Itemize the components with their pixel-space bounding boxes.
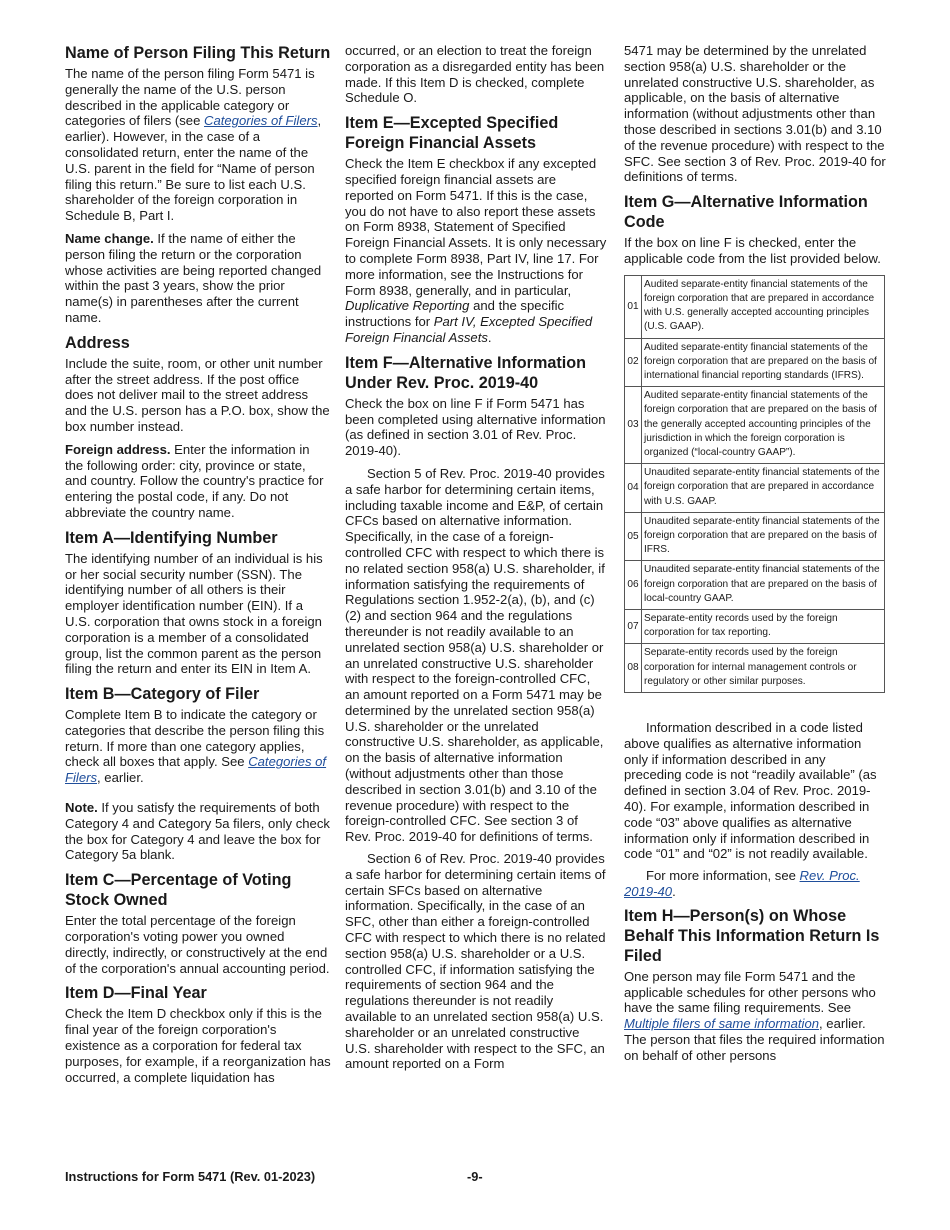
- code-row: [625, 512, 885, 561]
- paragraph-note: Note. If you satisfy the requirements of both Category 4 and Category 5a filers, only check the box for Category 4 and leave the box for Category 5a blank.: [65, 800, 330, 863]
- code-number: 02: [625, 338, 642, 387]
- paragraph-item-d-continued: occurred, or an election to treat the foreign corporation as a disregarded entity has been made. If this Item D is checked, complete Schedule O.: [345, 43, 605, 106]
- link-categories-of-filers-2[interactable]: Categories of Filers: [65, 754, 327, 786]
- heading-item-g: Item G—Alternative Information Code: [624, 193, 868, 232]
- paragraph-item-h: One person may file Form 5471 and the applicable schedules for other persons who have the same filing requirements. See Multiple filers of same information, earlier. The person that files the required information on behalf of other persons: [624, 968, 885, 1063]
- code-description: Separate-entity records used by the foreign corporation for tax reporting.: [642, 610, 885, 644]
- heading-item-e: Item E—Excepted Specified Foreign Financial Assets: [345, 114, 559, 153]
- code-number: 08: [625, 644, 642, 693]
- paragraph-name-of-person: The name of the person filing Form 5471 is generally the name of the U.S. person described in the applicable category or categories of filers (see Categories of Filers, earlier). However, in the case of a consolidated return, enter the name of the U.S. parent in the field for “Name of person filing this return.” Be sure to list each U.S. shareholder of the foreign corporation in Schedule B, Part I.: [65, 66, 322, 224]
- heading-item-b: Item B—Category of Filer: [65, 685, 260, 704]
- code-number: 05: [625, 512, 642, 561]
- paragraph-item-f-1: Check the box on line F if Form 5471 has been completed using alternative information (as defined in section 3.01 of Rev. Proc. 2019-40).: [345, 395, 606, 459]
- code-number: 01: [625, 275, 642, 338]
- paragraph-item-f-2: Section 5 of Rev. Proc. 2019-40 provides a safe harbor for determining certain items, including taxable income and E&P, of certain CFCs based on alternative information. Specifically, in the case of a foreign-controlled CFC with respect to which there is no related section 958(a) U.S. shareholder, if information satisfying the requirements of Regulations section 1.952-2(a), (b), and (c)(2) and section 964 and the regulations thereunder is not readily available to an unrelated section 958(a) U.S. shareholder or an unrelated constructive U.S. shareholder with respect to the foreign-controlled CFC, an amount reported on a Form 5471 may be determined by the unrelated section 958(a) U.S. shareholder or the unrelated constructive U.S. shareholder, as applicable, on the basis of alternative information (without adjustments other than those described in section 3.01(b) and 3.10 of the revenue procedure) with respect to the foreign-controlled CFC. See section 3 of Rev. Proc. 2019-40 for definitions of terms.: [345, 465, 605, 845]
- heading-address: Address: [65, 333, 130, 352]
- heading-item-d: Item D—Final Year: [65, 984, 207, 1003]
- code-row: [625, 464, 885, 513]
- paragraph-item-d: Check the Item D checkbox only if this is the final year of the foreign corporation's existence as a corporation for federal tax purposes, for example, if a reorganization has occurred, a complete liquidation has: [65, 1006, 331, 1085]
- column-middle: [345, 43, 607, 1078]
- paragraph-item-a: The identifying number of an individual is his or her social security number (SSN). The identifying number of all others is their employer identification number (EIN). If a U.S. corporation that owns stock in a foreign corporation is a member of a consolidated group, list the common parent as the person filing the return and enter its EIN in Item A.: [65, 550, 323, 677]
- code-row: [625, 561, 885, 610]
- code-description: Audited separate-entity financial statements of the foreign corporation that are prepared on the basis of international financial reporting standards (IFRS).: [642, 338, 885, 387]
- paragraph-foreign-address: Foreign address. Enter the information in the following order: city, province or state, and country. Follow the country's practice for entering the postal code, if any. Do not abbreviate the country name.: [65, 441, 324, 520]
- code-description: Unaudited separate-entity financial statements of the foreign corporation that are prepared in accordance with U.S. GAAP.: [642, 464, 885, 513]
- page-number: -9-: [467, 1169, 483, 1184]
- paragraph-address: Include the suite, room, or other unit number after the street address. If the post office does not deliver mail to the street address and the U.S. person has a P.O. box, show the box number instead.: [65, 355, 330, 434]
- paragraph-item-b: Complete Item B to indicate the category or categories that describe the person filing this return. If more than one category applies, check all boxes that apply. See Categories of Filers, earlier.: [65, 707, 327, 786]
- heading-item-c: Item C—Percentage of Voting Stock Owned: [65, 871, 292, 910]
- footer-form-title: Instructions for Form 5471 (Rev. 01-2023): [65, 1169, 316, 1184]
- paragraph-item-f-continued: 5471 may be determined by the unrelated section 958(a) U.S. shareholder or the unrelated constructive U.S. shareholder, as applicable, on the basis of alternative information (without adjustments other than those described in sections 3.01(b) and 3.10 of the revenue procedure) with respect to the SFC. See section 3 of Rev. Proc. 2019-40 for definitions of terms.: [624, 43, 886, 185]
- code-description: Audited separate-entity financial statements of the foreign corporation that are prepared in accordance with U.S. generally accepted accounting principles (U.S. GAAP).: [642, 275, 885, 338]
- code-number: 07: [625, 610, 642, 644]
- heading-name-of-person: Name of Person Filing This Return: [65, 44, 331, 62]
- code-number: 03: [625, 387, 642, 464]
- column-left: [65, 43, 331, 1092]
- code-row: [625, 338, 885, 387]
- code-description: Separate-entity records used by the foreign corporation for internal management controls or regulatory or other similar purposes.: [642, 644, 885, 693]
- code-number: 06: [625, 561, 642, 610]
- code-description: Audited separate-entity financial statements of the foreign corporation that are prepared on the basis of the generally accepted accounting principles of the jurisdiction in which the foreign corporation is organized (“local-country GAAP”).: [642, 387, 885, 464]
- paragraph-item-c: Enter the total percentage of the foreign corporation's voting power you owned directly, indirectly, or constructively at the end of the corporation's annual accounting period.: [65, 913, 330, 976]
- heading-item-f: Item F—Alternative Information Under Rev. Proc. 2019-40: [345, 353, 587, 392]
- paragraph-item-g: If the box on line F is checked, enter the applicable code from the list provided below.: [624, 235, 881, 266]
- link-rev-proc-2019-40[interactable]: Rev. Proc. 2019-40: [624, 868, 860, 900]
- code-row: [625, 387, 885, 464]
- heading-item-h: Item H—Person(s) on Whose Behalf This Information Return Is Filed: [624, 906, 880, 965]
- heading-item-a: Item A—Identifying Number: [65, 528, 278, 547]
- paragraph-item-e: Check the Item E checkbox if any excepted specified foreign financial assets are reported on Form 5471. If this is the case, you do not have to also report these assets on Form 8938, Statement of Specified Foreign Financial Assets. It is only necessary to complete Form 8938, Part IV, line 17. For more information, see the Instructions for Form 8938, generally, and in particular, Duplicative Reporting and the specific instructions for Part IV, Excepted Specified Foreign Financial Assets.: [345, 156, 607, 345]
- column-right: [624, 43, 886, 1071]
- paragraph-item-f-3: Section 6 of Rev. Proc. 2019-40 provides a safe harbor for determining certain items of certain SFCs based on alternative information. Specifically, in the case of an SFC, other than either a foreign-controlled CFC with respect to which there is no related section 958(a) U.S. shareholder or a U.S. controlled CFC, if information satisfying the requirements of section 964 and the regulations thereunder is not readily available to an unrelated section 958(a) U.S. shareholder or an unrelated constructive U.S. shareholder with respect to the SFC, an amount reported on a Form: [345, 851, 606, 1072]
- code-row: [625, 275, 885, 338]
- code-description: Unaudited separate-entity financial statements of the foreign corporation that are prepared on the basis of IFRS.: [642, 512, 885, 561]
- code-number: 04: [625, 464, 642, 513]
- code-description: Unaudited separate-entity financial statements of the foreign corporation that are prepared on the basis of local-country GAAP.: [642, 561, 885, 610]
- alternative-information-code-table: [624, 275, 885, 693]
- paragraph-name-change: Name change. If the name of either the person filing the return or the corporation whose activities are being reported changed within the past 3 years, show the prior name(s) in parentheses after the current name.: [65, 230, 322, 325]
- link-multiple-filers[interactable]: Multiple filers of same information: [624, 1016, 820, 1032]
- link-categories-of-filers[interactable]: Categories of Filers: [204, 113, 318, 129]
- code-row: [625, 644, 885, 693]
- paragraph-information-described: Information described in a code listed above qualifies as alternative information only if information described in any preceding code is not “readily available” (as defined in section 3.04 of Rev. Proc. 2019-40). For example, information described in code “03” above qualifies as alternative information only if information described in code “01” and “02” is not readily available.: [624, 720, 877, 862]
- code-row: [625, 610, 885, 644]
- paragraph-more-information: For more information, see Rev. Proc. 2019-40.: [624, 868, 860, 900]
